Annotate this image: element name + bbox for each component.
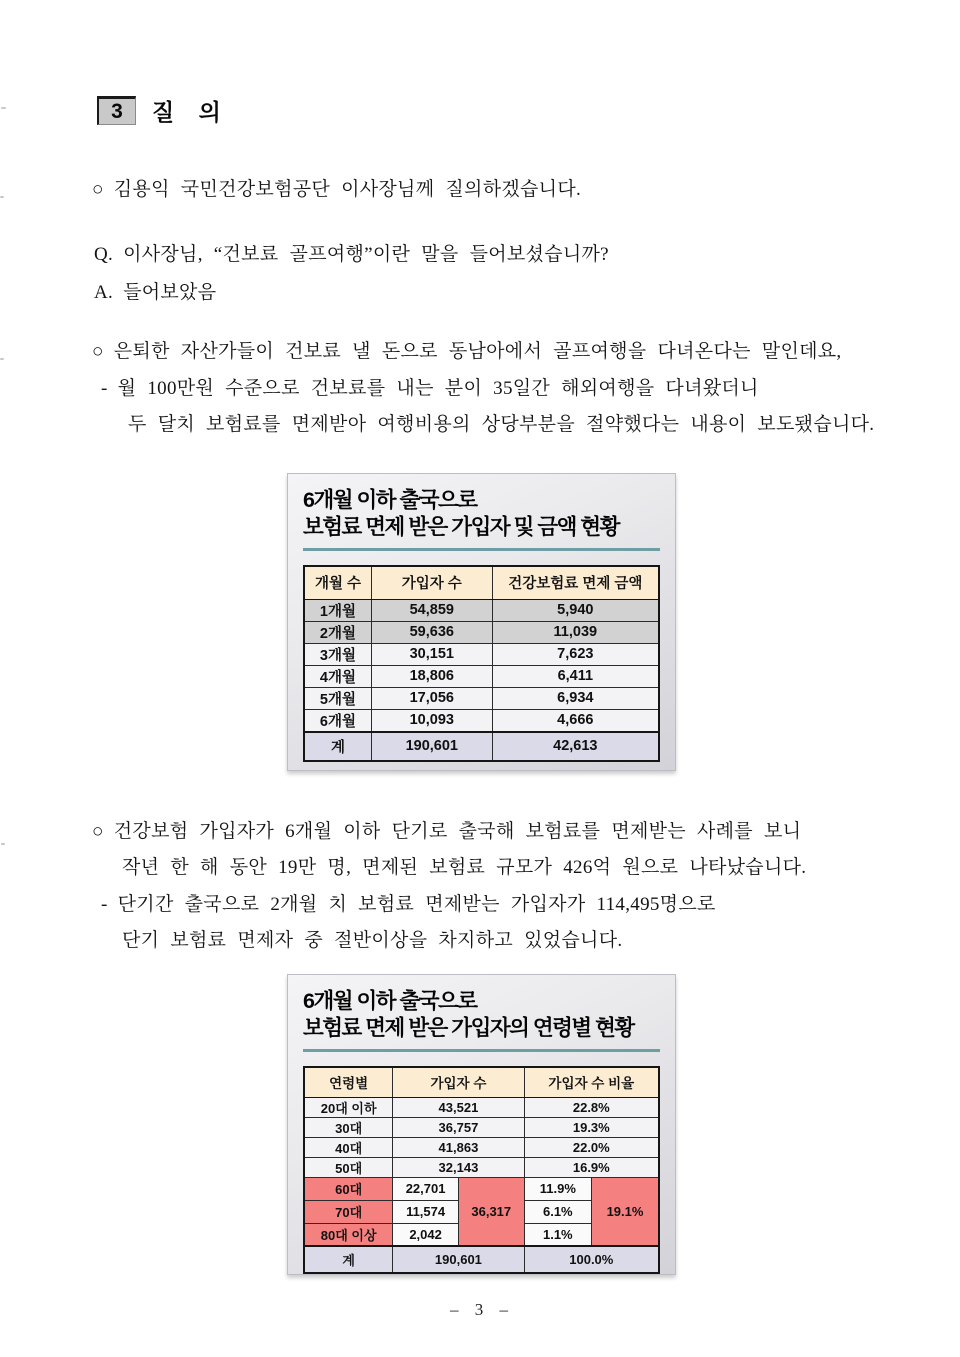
cell-ratio: 16.9%: [524, 1157, 659, 1177]
cell-age: 30대: [304, 1117, 393, 1137]
cell-count: 11,574: [393, 1200, 459, 1223]
cell-age: 40대: [304, 1137, 393, 1157]
figure-exemption-by-months: [287, 473, 676, 771]
exemption-by-age-table: [303, 1066, 660, 1274]
table-row: [304, 665, 659, 687]
col-header-age: 연령별: [304, 1067, 393, 1097]
table-total-row: [304, 1246, 659, 1273]
page-number: – 3 –: [450, 1300, 510, 1319]
cell-total-amount: 42,613: [492, 732, 659, 761]
paragraph-stats-text1: 건강보험 가입자가 6개월 이하 단기로 출국해 보험료를 면제받는 사례를 보니: [113, 821, 802, 842]
col-header-subscribers: 가입자 수: [371, 566, 492, 599]
dash-marker: -: [101, 378, 108, 399]
paragraph-stats-line1: [92, 816, 801, 843]
figure1-title-line2: 보험료 면제 받은 가입자 및 금액 현황: [303, 515, 619, 539]
cell-ratio: 6.1%: [524, 1200, 591, 1223]
paragraph-golf-text2: 월 100만원 수준으로 건보료를 내는 분이 35일간 해외여행을 다녀왔더니: [117, 378, 759, 399]
question-line: [94, 239, 609, 266]
paragraph-stats-text4: 단기 보험료 면제자 중 절반이상을 차지하고 있었습니다.: [122, 930, 623, 951]
paragraph-golf-text3: 두 달치 보험료를 면제받아 여행비용의 상당부분을 절약했다는 내용이 보도됐습니다.: [128, 414, 875, 435]
cell-month: 1개월: [304, 599, 371, 621]
exemption-by-months-table: [303, 565, 660, 762]
section-title: 질 의: [152, 99, 230, 125]
table-row: [304, 1157, 659, 1177]
paragraph-intro-text: 김용익 국민건강보험공단 이사장님께 질의하겠습니다.: [113, 179, 582, 200]
figure-exemption-by-age: [287, 974, 676, 1275]
table-row: [304, 621, 659, 643]
cell-ratio: 19.3%: [524, 1117, 659, 1137]
cell-age: 20대 이하: [304, 1097, 393, 1117]
cell-total-label: 계: [304, 1246, 393, 1273]
paragraph-stats-text2: 작년 한 해 동안 19만 명, 면제된 보험료 규모가 426억 원으로 나타났습니다.: [122, 857, 807, 878]
col-header-amount: 건강보험료 면제 금액: [492, 566, 659, 599]
figure2-title: [303, 988, 660, 1042]
title-underline-rule: [303, 1049, 660, 1052]
figure2-title-line1: 6개월 이하 출국으로: [303, 989, 477, 1013]
paragraph-golf-line3: [128, 409, 874, 436]
cell-total-label: 계: [304, 732, 371, 761]
paragraph-golf-text1: 은퇴한 자산가들이 건보료 낼 돈으로 동남아에서 골프여행을 다녀온다는 말인데요,: [113, 341, 842, 362]
paragraph-stats-line4: [122, 925, 622, 952]
cell-month: 3개월: [304, 643, 371, 665]
table-header-row: [304, 1067, 659, 1097]
cell-subscribers: 54,859: [371, 599, 492, 621]
table-row: [304, 599, 659, 621]
bullet-marker: ○: [92, 341, 104, 362]
cell-ratio: 1.1%: [524, 1223, 591, 1246]
bullet-marker: ○: [92, 179, 104, 200]
cell-ratio: 22.0%: [524, 1137, 659, 1157]
cell-month: 6개월: [304, 709, 371, 732]
bullet-marker: ○: [92, 821, 104, 842]
cell-age: 80대 이상: [304, 1223, 393, 1246]
cell-count: 2,042: [393, 1223, 459, 1246]
cell-ratio: 11.9%: [524, 1177, 591, 1200]
cell-subscribers: 10,093: [371, 709, 492, 732]
answer-line: [94, 277, 216, 304]
table-row: [304, 687, 659, 709]
cell-subscribers: 59,636: [371, 621, 492, 643]
cell-age: 60대: [304, 1177, 393, 1200]
cell-amount: 7,623: [492, 643, 659, 665]
figure1-title-line1: 6개월 이하 출국으로: [303, 488, 477, 512]
section-header: [97, 94, 230, 127]
cell-ratio: 22.8%: [524, 1097, 659, 1117]
col-header-ratio: 가입자 수 비율: [524, 1067, 659, 1097]
paragraph-golf-line1: [92, 336, 841, 363]
figure2-title-line2: 보험료 면제 받은 가입자의 연령별 현황: [303, 1016, 634, 1040]
cell-subscribers: 17,056: [371, 687, 492, 709]
cell-subscribers: 18,806: [371, 665, 492, 687]
cell-count: 43,521: [393, 1097, 524, 1117]
cell-total-ratio: 100.0%: [524, 1246, 659, 1273]
cell-total-count: 190,601: [393, 1246, 524, 1273]
answer-label: A.: [94, 282, 114, 303]
col-header-months: 개월 수: [304, 566, 371, 599]
cell-amount: 5,940: [492, 599, 659, 621]
cell-merged-ratio: 19.1%: [592, 1177, 659, 1246]
table-row: [304, 1137, 659, 1157]
figure1-title: [303, 487, 660, 541]
section-number-box: [97, 96, 136, 125]
scan-artifact: [0, 358, 4, 360]
paragraph-stats-line2: [122, 852, 806, 879]
cell-amount: 6,934: [492, 687, 659, 709]
table-row: [304, 1117, 659, 1137]
col-header-count: 가입자 수: [393, 1067, 524, 1097]
cell-merged-count: 36,317: [458, 1177, 524, 1246]
cell-count: 22,701: [393, 1177, 459, 1200]
question-text: 이사장님, “건보료 골프여행”이란 말을 들어보셨습니까?: [123, 244, 609, 265]
table-header-row: [304, 566, 659, 599]
cell-month: 2개월: [304, 621, 371, 643]
answer-text: 들어보았음: [123, 282, 217, 303]
cell-subscribers: 30,151: [371, 643, 492, 665]
cell-total-subscribers: 190,601: [371, 732, 492, 761]
scan-artifact: [1, 107, 6, 109]
paragraph-stats-text3: 단기간 출국으로 2개월 치 보험료 면제받는 가입자가 114,495명으로: [117, 894, 716, 915]
title-underline-rule: [303, 548, 660, 551]
dash-marker: -: [101, 894, 108, 915]
cell-age: 70대: [304, 1200, 393, 1223]
scan-artifact: [0, 196, 4, 198]
cell-month: 4개월: [304, 665, 371, 687]
paragraph-stats-line3: [101, 889, 716, 916]
paragraph-intro: [92, 174, 581, 201]
table-row: [304, 643, 659, 665]
cell-age: 50대: [304, 1157, 393, 1177]
table-row: [304, 1097, 659, 1117]
cell-month: 5개월: [304, 687, 371, 709]
cell-amount: 6,411: [492, 665, 659, 687]
cell-count: 36,757: [393, 1117, 524, 1137]
cell-count: 41,863: [393, 1137, 524, 1157]
paragraph-golf-line2: [101, 373, 759, 400]
question-label: Q.: [94, 244, 114, 265]
table-row: [304, 709, 659, 732]
scan-artifact: [1, 843, 5, 845]
table-total-row: [304, 732, 659, 761]
section-number: 3: [111, 99, 123, 123]
table-row-highlighted: [304, 1177, 659, 1200]
cell-count: 32,143: [393, 1157, 524, 1177]
cell-amount: 11,039: [492, 621, 659, 643]
cell-amount: 4,666: [492, 709, 659, 732]
